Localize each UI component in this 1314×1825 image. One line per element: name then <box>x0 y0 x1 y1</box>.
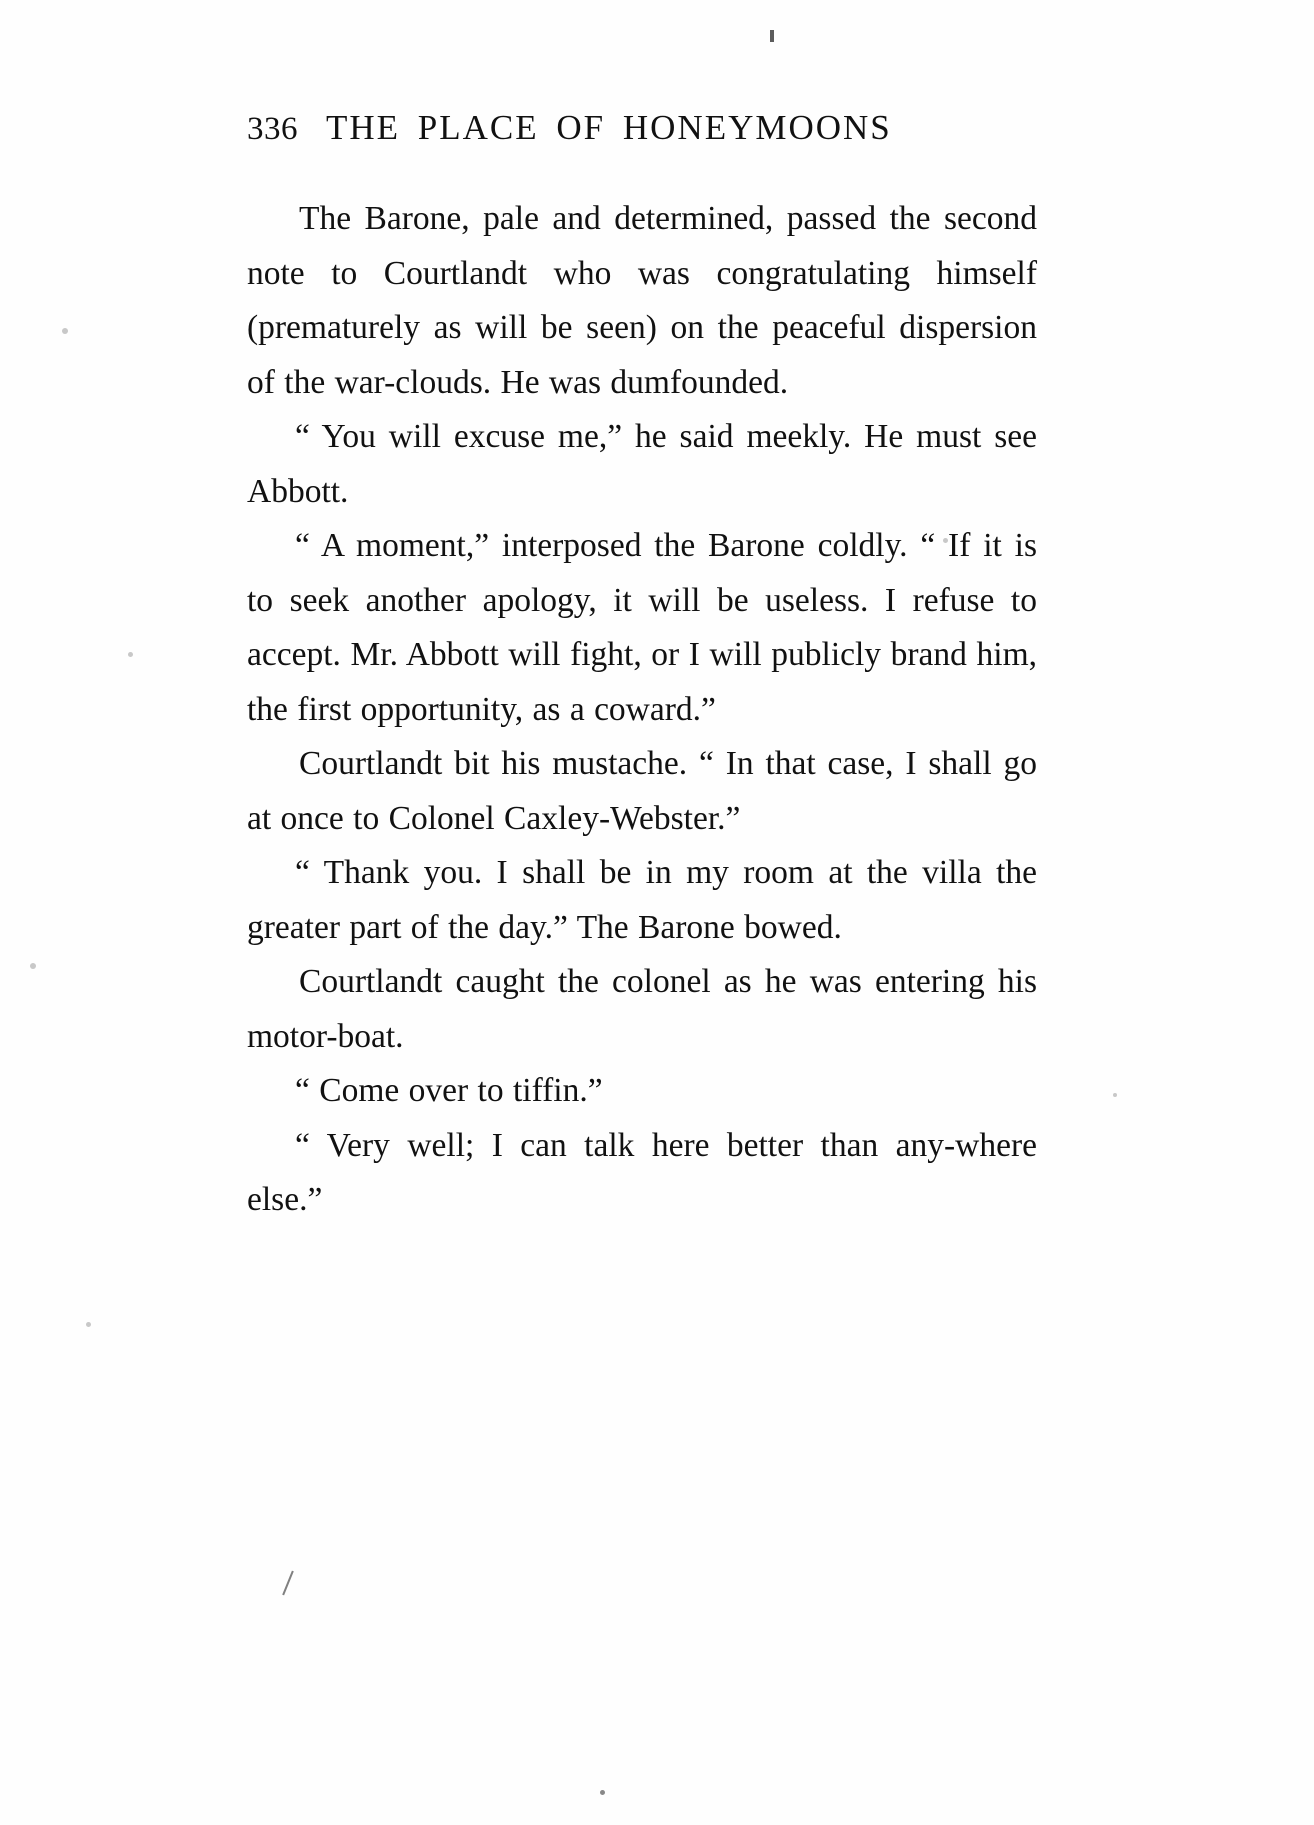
ink-speck <box>86 1322 91 1327</box>
body-paragraph: “ Very well; I can talk here better than any-where else.” <box>247 1126 1037 1218</box>
ink-speck <box>62 328 68 334</box>
ink-speck <box>128 652 133 657</box>
running-head: THE PLACE OF HONEYMOONS <box>326 108 892 147</box>
page-header <box>247 108 1037 148</box>
ink-speck <box>1113 1093 1117 1097</box>
ink-stroke-bottom <box>282 1571 294 1596</box>
page-number: 336 <box>247 111 298 147</box>
body-paragraph: Courtlandt bit his mustache. “ In that case, I shall go at once to Colonel Caxley-Webster.” <box>247 745 1037 837</box>
body-paragraph: “ Come over to tiffin.” <box>295 1072 603 1109</box>
ink-speck-top <box>770 30 774 42</box>
body-paragraph: The Barone, pale and determined, passed the second note to Courtlandt who was congratulating himself (prematurely as will be seen) on the peaceful dispersion of the war-clouds. He was dumfounded. <box>247 200 1037 401</box>
body-paragraph: Courtlandt caught the colonel as he was entering his motor-boat. <box>247 963 1037 1055</box>
body-paragraph: “ Thank you. I shall be in my room at the villa the greater part of the day.” The Barone bowed. <box>247 854 1037 946</box>
ink-speck <box>30 963 36 969</box>
body-paragraph: “ You will excuse me,” he said meekly. He must see Abbott. <box>247 418 1037 510</box>
ink-speck-bottom <box>600 1790 605 1795</box>
page-content <box>247 108 1037 1228</box>
body-paragraph: “ A moment,” interposed the Barone coldly. “ If it is to seek another apology, it will be useless. I refuse to accept. Mr. Abbott will fight, or I will publicly brand him, the first opportunity, as a coward.” <box>247 527 1037 728</box>
